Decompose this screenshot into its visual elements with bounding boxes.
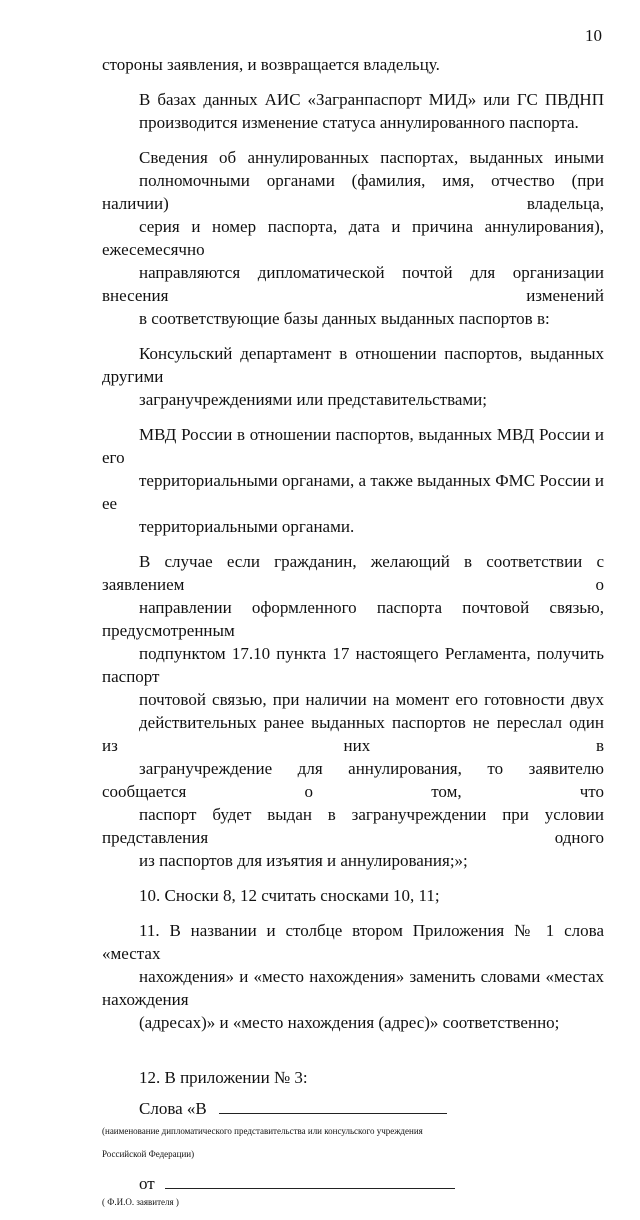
form-caption-1: (наименование дипломатического представительства или консульского учреждения: [102, 1126, 423, 1136]
form-excerpt: [102, 1097, 604, 1208]
form-caption-3: ( Ф.И.О. заявителя ): [102, 1197, 179, 1207]
form-from-label: от: [139, 1174, 155, 1193]
form-caption-2: Российской Федерации): [102, 1149, 195, 1159]
paragraph-9: 12. В приложении № 3:: [139, 1068, 308, 1087]
document-body: [102, 53, 604, 1220]
form-blank-line-2: [165, 1188, 455, 1189]
paragraph-4: Консульский департамент в отношении паспортов, выданных другими загранучреждениями или представительствами;: [102, 344, 604, 409]
paragraph-6: В случае если гражданин, желающий в соответствии с заявлением о направлении оформленного паспорта почтовой связью, предусмотренным подпунктом 17.10 пункта 17 настоящего Регламента, получить паспорт почтовой связью, при наличии на момент его готовности двух действительных ранее выданных паспортов не переслал один из них в загранучреждение для аннулирования, то заявителю сообщается о том, что паспорт будет выдан в загранучреждении при условии представления одного из паспортов для изъятия и аннулирования;»;: [102, 552, 604, 870]
spacer: [102, 1046, 604, 1066]
paragraph-3: Сведения об аннулированных паспортах, выданных иными полномочными органами (фамилия, имя, отчество (при наличии) владельца, серия и номер паспорта, дата и причина аннулирования), ежесемесячно направляются дипломатической почтой для организации внесения изменений в соответствующие базы данных выданных паспортов в:: [102, 148, 604, 328]
form-from-line: [102, 1172, 604, 1195]
form-words-line: [102, 1097, 604, 1120]
page-number: 10: [585, 26, 602, 45]
paragraph-2: В базах данных АИС «Загранпаспорт МИД» или ГС ПВДНП производится изменение статуса аннулированного паспорта.: [139, 90, 604, 132]
paragraph-8: 11. В названии и столбце втором Приложения № 1 слова «местах нахождения» и «место нахождения» заменить словами «местах нахождения (адресах)» и «место нахождения (адрес)» соответственно;: [102, 921, 604, 1032]
paragraph-5: МВД России в отношении паспортов, выданных МВД России и его территориальными органами, а также выданных ФМС России и ее территориальными органами.: [102, 425, 604, 536]
form-blank-line-1: [219, 1113, 447, 1114]
paragraph-7: 10. Сноски 8, 12 считать сносками 10, 11;: [139, 886, 440, 905]
form-words-label: Слова «В: [139, 1099, 207, 1118]
paragraph-1: стороны заявления, и возвращается владельцу.: [102, 55, 440, 74]
